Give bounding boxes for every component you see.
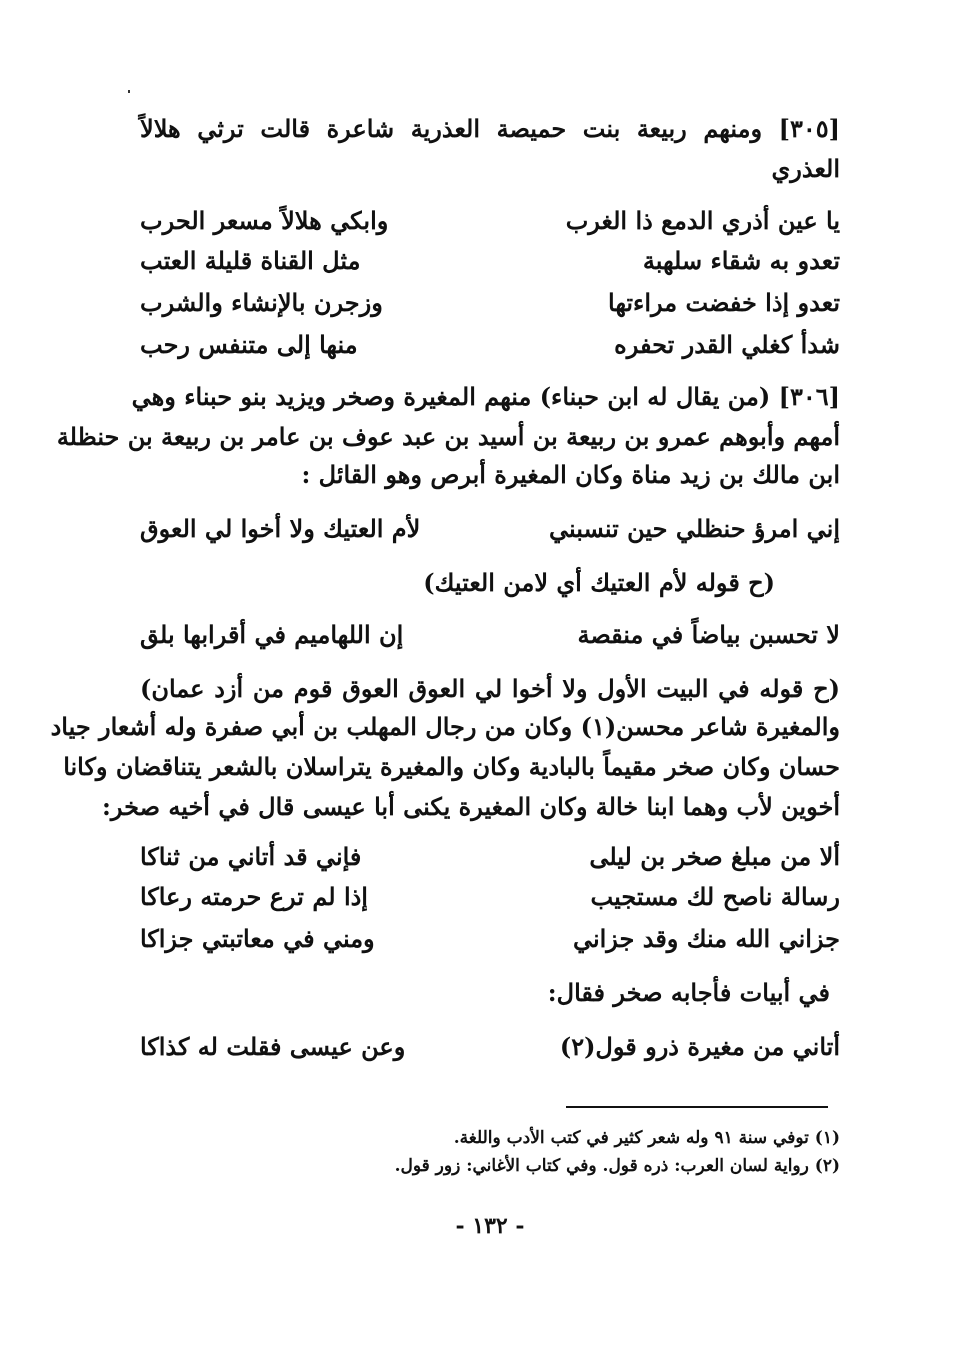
verse-hemistich-second: فإني قد أتاني من ثناكا — [140, 842, 362, 871]
page-number: - ١٣٢ - — [455, 1213, 525, 1239]
verse-line — [140, 1030, 840, 1064]
verse-hemistich-second: وعن عيسى فقلت له كذاكا — [140, 1032, 406, 1061]
verse-hemistich-first: شدأ كغلي القدر تحفره — [614, 330, 840, 359]
verse-line — [140, 244, 840, 278]
verse-hemistich-first: تعدو به شقاء سلهبة — [642, 246, 840, 275]
verse-line — [140, 618, 840, 652]
entry-305-line-1: [٣٠٥] ومنهم ربيعة بنت حميصة العذرية شاعرة قالت ترثي هلالاً — [140, 114, 840, 143]
footnote-1: (١) توفي سنة ٩١ وله شعر كثير في كتب الأدب واللغة. — [453, 1128, 840, 1148]
verse-line — [140, 204, 840, 238]
footnote-2: (٢) رواية لسان العرب: ذره قول. وفي كتاب الأغاني: زور قول. — [394, 1156, 840, 1176]
verse-hemistich-second: منها إلى متنفس رحب — [140, 330, 358, 359]
gloss-note: (ح قوله لأم العتيك أي لامن العتيك) — [423, 568, 775, 597]
gloss-paragraph-line-4: أخوين لأب وهما ابنا خالة وكان المغيرة يكنى أبا عيسى قال في أخيه صخر: — [102, 792, 840, 821]
verse-hemistich-first: يا عين أذري الدمع ذا الغرب — [565, 206, 840, 235]
verse-hemistich-second: وابكي هلالاً مسعر الحرب — [140, 206, 389, 235]
verse-hemistich-first: رسالة ناصح لك مستجيب — [590, 882, 840, 911]
verse-hemistich-first: جزاني الله منك وقد جزاني — [572, 924, 840, 953]
verse-line — [140, 512, 840, 546]
gloss-paragraph-line-1: (ح قوله في البيت الأول ولا أخوا لي العوق العوق قوم من أزد عمان) — [140, 674, 840, 703]
verse-line — [140, 840, 840, 874]
footnote-separator — [566, 1106, 828, 1108]
verse-hemistich-second: وزجرن بالإنشاء والشرب — [140, 288, 383, 317]
verse-hemistich-second: إن اللهاميم في أقرابها بلق — [140, 620, 404, 649]
verse-line — [140, 880, 840, 914]
verse-hemistich-first: إني امرؤ حنظلي حين تنسبني — [548, 514, 840, 543]
stray-mark — [128, 90, 130, 93]
verse-hemistich-second: ومني في معاتبتي جزاكا — [140, 924, 375, 953]
entry-306-line-2: أمهم وأبوهم عمرو بن ربيعة بن أسيد بن عبد عوف بن عامر بن ربيعة بن حنظلة — [56, 422, 840, 451]
verse-line — [140, 922, 840, 956]
entry-306-line-3: ابن مالك بن زيد مناة وكان المغيرة أبرص وهو القائل : — [301, 460, 840, 489]
verse-hemistich-first: تعدو إذا خفضت مراءتها — [608, 288, 840, 317]
verse-line — [140, 328, 840, 362]
verse-hemistich-second: لأم العتيك ولا أخوا لي العوق — [140, 514, 421, 543]
verse-hemistich-first: أتاني من مغيرة ذرو قول(٢) — [559, 1032, 840, 1061]
gloss-paragraph-line-2: والمغيرة شاعر محسن(١) وكان من رجال المهلب بن أبي صفرة وله أشعار جياد — [50, 712, 840, 741]
entry-305-line-2: العذري — [771, 154, 840, 183]
entry-306-line-1: [٣٠٦] (من يقال له ابن حبناء) منهم المغيرة وصخر ويزيد بنو حبناء وهي — [131, 382, 840, 411]
verse-hemistich-second: مثل القناة قليلة العتب — [140, 246, 361, 275]
verse-hemistich-second: إذا لم ترع حرمته رعاكا — [140, 882, 368, 911]
verse-line — [140, 286, 840, 320]
reply-intro: في أبيات فأجابه صخر فقال: — [547, 978, 830, 1007]
verse-hemistich-first: ألا من مبلغ صخر بن ليلى — [589, 842, 840, 871]
verse-hemistich-first: لا تحسبن بياضاً في منقصة — [577, 620, 840, 649]
gloss-paragraph-line-3: حسان وكان صخر مقيماً بالبادية وكان والمغيرة يتراسلان بالشعر يتناقضان وكانا — [63, 752, 840, 781]
